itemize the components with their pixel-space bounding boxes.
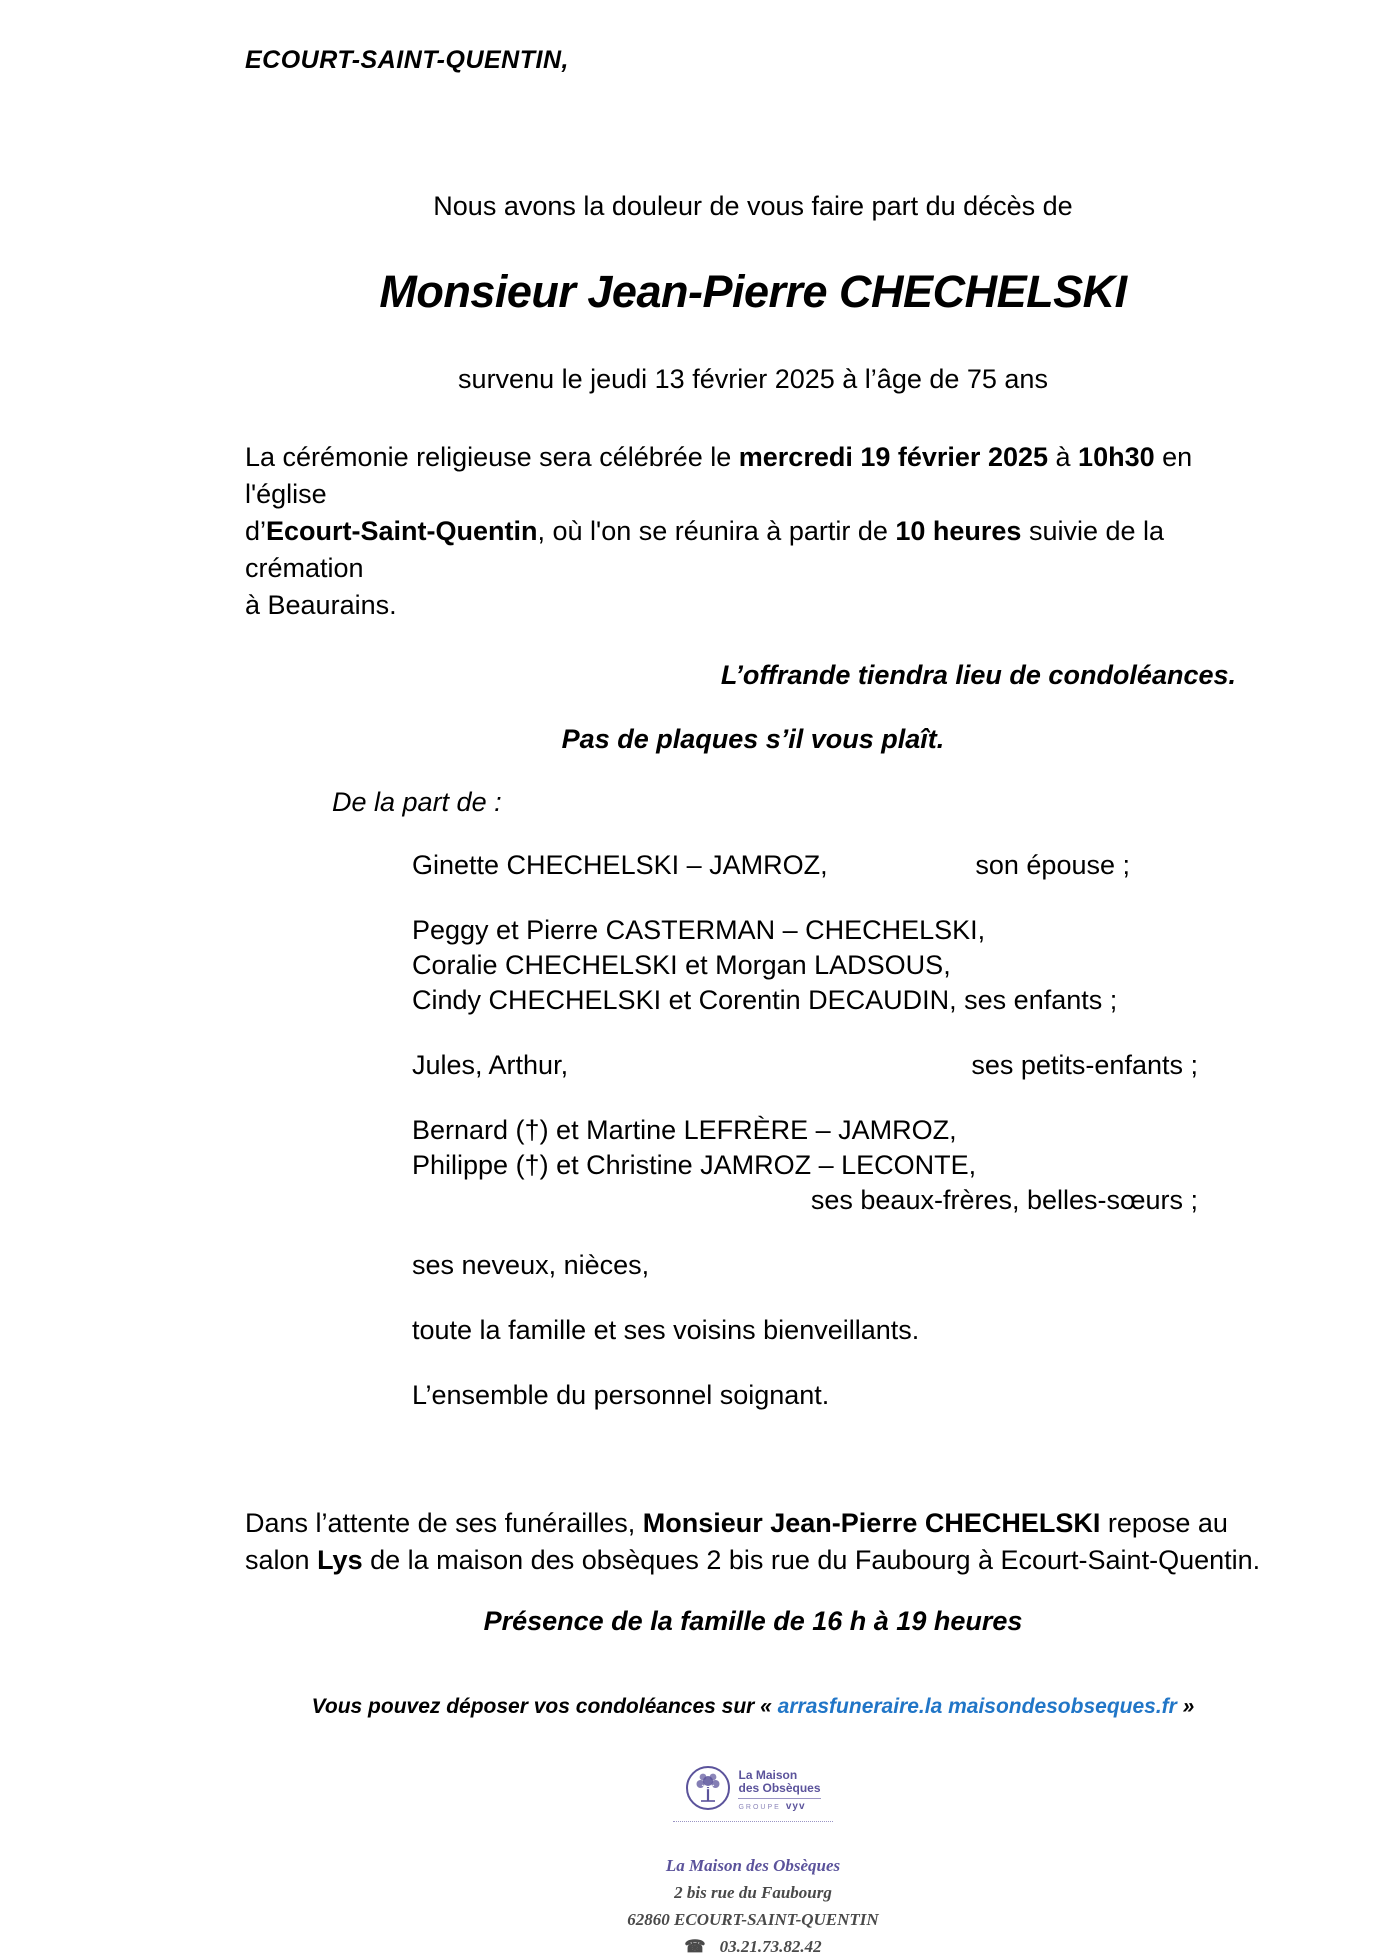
family-member-name: Bernard (†) et Martine LEFRÈRE – JAMROZ, (412, 1115, 957, 1145)
family-member-name: Coralie CHECHELSKI et Morgan LADSOUS, (412, 950, 951, 980)
footer-phone-line (245, 1933, 1261, 1960)
no-plaques-line: Pas de plaques s’il vous plaît. (561, 724, 945, 754)
spacer (412, 1083, 1198, 1113)
family-row (412, 913, 1198, 948)
family-row (412, 1378, 1198, 1413)
family-member-name: Jules, Arthur, (412, 1050, 569, 1080)
tree-logo-icon (685, 1765, 731, 1816)
logo-name-line2: des Obsèques (738, 1781, 821, 1795)
family-row (412, 983, 1198, 1018)
condolences-line: Vous pouvez déposer vos condoléances sur « arrasfuneraire.la maisondesobseques.fr » (311, 1695, 1195, 1718)
family-relation: son épouse ; (975, 850, 1130, 880)
family-member-name: toute la famille et ses voisins bienveillants. (412, 1315, 920, 1345)
announcement-content (245, 46, 1261, 1960)
ceremony-line-1: La cérémonie religieuse sera célébrée le mercredi 19 février 2025 à 10h30 en l'église (245, 442, 1193, 509)
resting-paragraph (245, 1505, 1261, 1579)
funeral-home-logo (245, 1765, 1261, 1822)
ceremony-line-3: à Beaurains. (245, 590, 397, 620)
logo-brand: vyv (785, 1801, 806, 1812)
family-row (412, 948, 1198, 983)
resting-line-2: salon Lys de la maison des obsèques 2 bis rue du Faubourg à Ecourt-Saint-Quentin. (245, 1545, 1261, 1575)
family-relation: ses beaux-frères, belles-sœurs ; (810, 1185, 1198, 1215)
family-row (412, 1113, 1198, 1148)
offering-line: L’offrande tiendra lieu de condoléances. (720, 660, 1236, 690)
family-list (412, 848, 1198, 1413)
family-member-name: ses neveux, nièces, (412, 1250, 650, 1280)
intro-line: Nous avons la douleur de vous faire part du décès de (433, 191, 1073, 221)
family-row (412, 1183, 1198, 1218)
death-date-line: survenu le jeudi 13 février 2025 à l’âge de 75 ans (458, 364, 1048, 394)
family-member-name: Philippe (†) et Christine JAMROZ – LECONTE, (412, 1150, 977, 1180)
ceremony-paragraph (245, 439, 1261, 624)
family-member-name: Ginette CHECHELSKI – JAMROZ, (412, 850, 828, 880)
logo-name-line1: La Maison (738, 1768, 798, 1782)
from-label: De la part de : (332, 787, 502, 817)
family-row (412, 1048, 1198, 1083)
footer-phone-number: 03.21.73.82.42 (719, 1937, 822, 1956)
footer-address-line1: 2 bis rue du Faubourg (674, 1883, 832, 1902)
city-header: ECOURT-SAINT-QUENTIN, (245, 46, 569, 74)
ceremony-line-2: d’Ecourt-Saint-Quentin, où l'on se réunira à partir de 10 heures suivie de la crémation (245, 516, 1165, 583)
logo-group-label: GROUPE (738, 1804, 781, 1811)
logo-tagline-rule (673, 1821, 833, 1822)
family-row (412, 848, 1198, 883)
funeral-home-footer (245, 1852, 1261, 1960)
spacer (412, 1218, 1198, 1248)
family-row (412, 1248, 1198, 1283)
spacer (412, 1018, 1198, 1048)
spacer (412, 1283, 1198, 1313)
telephone-icon: ☎ (684, 1937, 706, 1956)
deceased-name-title: Monsieur Jean-Pierre CHECHELSKI (379, 266, 1127, 317)
condolences-website-link[interactable]: arrasfuneraire.la maisondesobseques.fr (777, 1695, 1177, 1718)
family-row (412, 1313, 1198, 1348)
family-member-name: L’ensemble du personnel soignant. (412, 1380, 830, 1410)
family-row (412, 1148, 1198, 1183)
family-presence-line: Présence de la famille de 16 h à 19 heures (483, 1606, 1023, 1636)
family-member-name: Peggy et Pierre CASTERMAN – CHECHELSKI, (412, 915, 986, 945)
footer-funeral-home-name: La Maison des Obsèques (665, 1856, 841, 1875)
resting-line-1: Dans l’attente de ses funérailles, Monsieur Jean-Pierre CHECHELSKI repose au (245, 1508, 1228, 1538)
family-member-name: Cindy CHECHELSKI et Corentin DECAUDIN, ses enfants ; (412, 985, 1118, 1015)
spacer (412, 1348, 1198, 1378)
family-relation: ses petits-enfants ; (971, 1050, 1198, 1080)
spacer (412, 883, 1198, 913)
footer-address-line2: 62860 ECOURT-SAINT-QUENTIN (627, 1910, 879, 1929)
